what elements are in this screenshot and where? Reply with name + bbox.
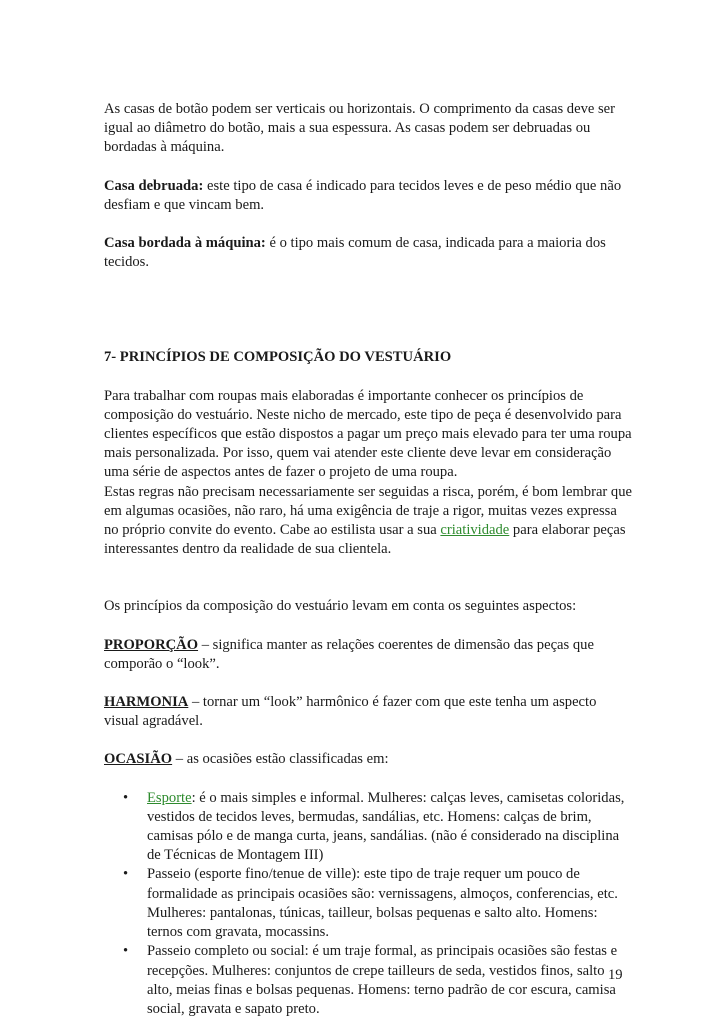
section-heading: 7- PRINCÍPIOS DE COMPOSIÇÃO DO VESTUÁRIO bbox=[104, 349, 452, 366]
bullet-icon: • bbox=[123, 866, 129, 883]
text-casa-bordada: é o tipo mais comum de casa, indicada para a maioria dos tecidos. bbox=[104, 235, 606, 271]
list-item-passeio-completo: • Passeio completo ou social: é um traje formal, as principais ocasiões são festas e recepções. Mulheres: conjuntos de crepe tailleurs de seda, vestidos finos, salto alto, meias finas e bolsas pequenas. Homens: terno padrão de cor escura, camisa social, gravata e sapato preto. bbox=[123, 943, 618, 1017]
label-ocasiao: OCASIÃO bbox=[104, 751, 173, 768]
link-criatividade[interactable]: criatividade bbox=[440, 522, 510, 539]
label-harmonia: HARMONIA bbox=[104, 694, 189, 711]
paragraph-aspects-intro: Os princípios da composição do vestuário levam em conta os seguintes aspectos: bbox=[104, 598, 577, 615]
paragraph-intro: Para trabalhar com roupas mais elaboradas é importante conhecer os princípios de composição do vestuário. Neste nicho de mercado, este tipo de peça é desenvolvido para clientes específicos que estão dispostos a pagar um preço mais elevado para ter uma roupa mais personalizada. Por isso, quem vai atender este cliente deve levar em consideração uma série de aspectos antes de fazer o projeto de uma roupa. bbox=[104, 387, 632, 481]
link-esporte[interactable]: Esporte bbox=[147, 789, 192, 806]
ocasioes-list bbox=[104, 789, 632, 1019]
page-body bbox=[104, 100, 632, 1019]
paragraph-proporcao: PROPORÇÃO – significa manter as relações coerentes de dimensão das peças que comporão o “look”. bbox=[104, 636, 594, 672]
paragraph-casas: As casas de botão podem ser verticais ou horizontais. O comprimento da casas deve ser igual ao diâmetro do botão, mais a sua espessura. As casas podem ser debruadas ou bordadas à máquina. bbox=[104, 101, 616, 156]
bullet-icon: • bbox=[123, 789, 129, 806]
paragraph-regras: Estas regras não precisam necessariamente ser seguidas a risca, porém, é bom lembrar que em algumas ocasiões, não raro, há uma exigência de traje a rigor, muitas vezes expressa no próprio convite do evento. Cabe ao estilista usar a sua criatividade para elaborar peças interessantes dentro da realidade de sua clientela. bbox=[104, 483, 632, 558]
paragraph-harmonia: HARMONIA – tornar um “look” harmônico é fazer com que este tenha um aspecto visual agradável. bbox=[104, 694, 597, 730]
paragraph-casa-debruada bbox=[104, 177, 632, 215]
label-proporcao: PROPORÇÃO bbox=[104, 636, 199, 653]
text-casa-debruada: este tipo de casa é indicado para tecidos leves e de peso médio que não desfiam e que vincam bem. bbox=[104, 177, 622, 213]
bullet-icon: • bbox=[123, 943, 129, 960]
page-number: 19 bbox=[608, 967, 623, 983]
label-casa-bordada: Casa bordada à máquina: bbox=[104, 235, 266, 252]
list-item-passeio: • Passeio (esporte fino/tenue de ville): este tipo de traje requer um pouco de formalidade as principais ocasiões são: vernissagens, almoços, conferencias, etc. Mulheres: pantalonas, túnicas, tailleur, bolsas pequenas e salto alto. Homens: ternos com gravata, mocassins. bbox=[123, 866, 618, 941]
paragraph-casa-bordada bbox=[104, 234, 632, 272]
label-casa-debruada: Casa debruada: bbox=[104, 177, 204, 194]
list-item-esporte: • Esporte: é o mais simples e informal. Mulheres: calças leves, camisetas coloridas, vestidos de tecidos leves, bermudas, sandálias, etc. Homens: calças de brim, camisas pólo e de manga curta, jeans, sandálias. (não é considerado na disciplina de Técnicas de Montagem III) bbox=[123, 789, 625, 864]
paragraph-ocasiao: OCASIÃO – as ocasiões estão classificadas em: bbox=[104, 751, 389, 768]
